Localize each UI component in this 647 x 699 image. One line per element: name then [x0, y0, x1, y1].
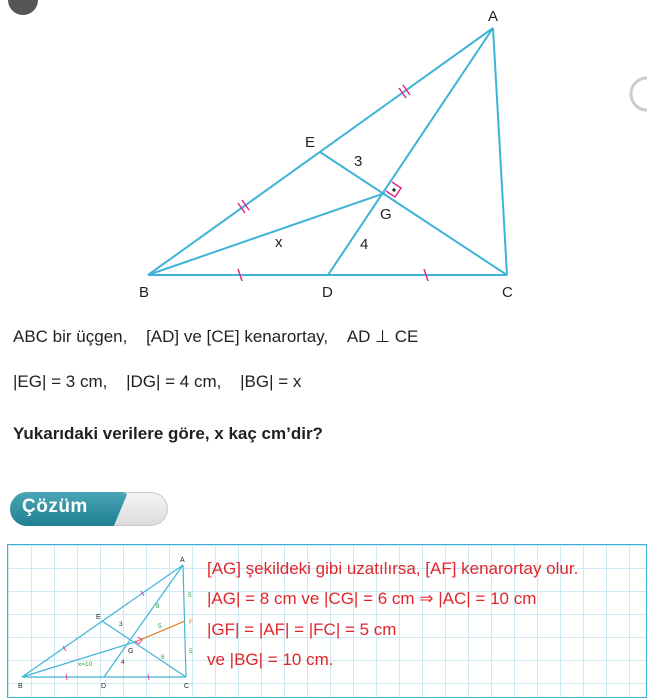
- sf-gf-label: 5: [158, 623, 162, 630]
- point-e-label: E: [305, 134, 316, 151]
- solution-badge: [10, 492, 168, 526]
- sf-point-d-label: D: [101, 683, 107, 690]
- sf-af-label: 5: [188, 592, 192, 599]
- solution-line-3: |GF| = |AF| = |FC| = 5 cm: [207, 620, 397, 639]
- solution-badge-label: Çözüm: [22, 496, 88, 517]
- sf-point-c-label: C: [184, 683, 190, 690]
- triangle-figure: [0, 0, 647, 310]
- sf-point-a-label: A: [180, 557, 185, 564]
- statement-dg: |DG| = 4 cm,: [126, 372, 222, 391]
- sf-point-g-label: G: [128, 648, 134, 655]
- sf-gd-label: 4: [121, 659, 125, 666]
- statement-line-1: [13, 327, 418, 347]
- statement-eg: |EG| = 3 cm,: [13, 372, 108, 391]
- segment-bg: [148, 193, 385, 275]
- sf-fc-label: 5: [189, 648, 193, 655]
- median-ce: [320, 152, 507, 275]
- tick-ea-2: [403, 85, 410, 95]
- sf-bg-label: x=10: [78, 661, 93, 668]
- length-eg-label: 3: [354, 153, 363, 170]
- length-dg-label: 4: [360, 236, 369, 253]
- median-ad: [328, 28, 493, 275]
- sf-median-ce: [102, 621, 186, 677]
- statement-medians: [AD] ve [CE] kenarortay,: [146, 327, 329, 346]
- solution-line-2: |AG| = 8 cm ve |CG| = 6 cm ⇒ |AC| = 10 cm: [207, 589, 537, 608]
- point-c-label: C: [502, 284, 513, 301]
- edge-decoration: [631, 78, 647, 110]
- sf-point-b-label: B: [18, 683, 23, 690]
- statement-bg: |BG| = x: [240, 372, 302, 391]
- tick-ea-1: [399, 88, 406, 98]
- sf-tick-4: [148, 674, 149, 680]
- length-bg-label: x: [275, 234, 283, 251]
- point-b-label: B: [139, 284, 150, 301]
- point-a-label: A: [488, 8, 499, 25]
- tick-be-2: [242, 200, 249, 210]
- question-text: Yukarıdaki verilere göre, x kaç cm’dir?: [13, 424, 323, 443]
- statement-perpendicular: AD ⊥ CE: [346, 327, 419, 346]
- sf-median-ad: [104, 565, 183, 677]
- sf-point-e-label: E: [96, 614, 101, 621]
- statement-triangle: ABC bir üçgen,: [13, 327, 128, 346]
- point-d-label: D: [322, 284, 333, 301]
- solution-figure: [8, 545, 208, 699]
- sf-point-f-label: F: [189, 619, 193, 626]
- sf-segment-bg: [22, 642, 135, 677]
- sf-gc-label: 6: [161, 654, 165, 661]
- statement-line-2: [13, 372, 301, 392]
- side-ac: [493, 28, 507, 275]
- point-g-label: G: [380, 206, 392, 223]
- sf-ag-label: 8: [156, 603, 160, 610]
- right-angle-dot: [392, 188, 395, 191]
- solution-line-1: [AG] şekildeki gibi uzatılırsa, [AF] kenarortay olur.: [207, 559, 579, 578]
- sf-eg-label: 3: [119, 621, 123, 628]
- tick-be-1: [238, 203, 245, 213]
- solution-line-4: ve |BG| = 10 cm.: [207, 650, 334, 669]
- corner-decoration: [8, 0, 38, 15]
- sf-tick-3: [66, 674, 67, 680]
